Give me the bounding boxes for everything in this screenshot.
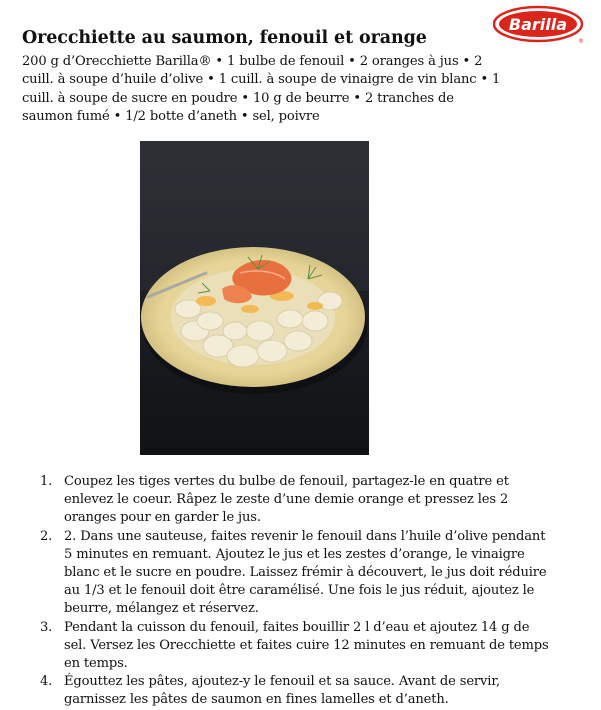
step-number: 4. xyxy=(40,674,53,690)
step-number: 2. xyxy=(40,528,53,544)
barilla-logo xyxy=(493,4,585,44)
steps-list xyxy=(40,473,550,710)
ingredients-list: 200 g d’Orecchiette Barilla® • 1 bulbe de fenouil • 2 oranges à jus • 2 cuill. à soupe d’huile d’olive • 1 cuill. à soupe de vinaigre de vin blanc • 1 cuill. à soupe de sucre en poudre • 10 g de beurre • 2 tranches de saumon fumé • 1/2 botte d’aneth • sel, poivre xyxy=(22,54,501,124)
step-item-1 xyxy=(40,473,550,528)
step-number: 3. xyxy=(40,619,53,635)
step-item-4 xyxy=(40,673,550,709)
step-number: 1. xyxy=(40,474,53,489)
step-item-3 xyxy=(40,619,550,674)
step-item-2 xyxy=(40,528,550,619)
recipe-title: Orecchiette au saumon, fenouil et orange xyxy=(22,28,427,48)
logo-text: Barilla xyxy=(508,15,568,34)
logo-registered-mark: ® xyxy=(578,38,584,44)
step-text: Égouttez les pâtes, ajoutez-y le fenouil et sa sauce. Avant de servir, garnissez les pâtes de saumon en fines lamelles et d’aneth. xyxy=(64,674,501,708)
step-text: 2. Dans une sauteuse, faites revenir le fenouil dans l’huile d’olive pendant 5 minutes en remuant. Ajoutez le jus et les zestes d’orange, le vinaigre blanc et le sucre en poudre. Laissez frémir à découvert, le jus doit réduire au 1/3 et le fenouil doit être caramélisé. Une fois le jus réduit, ajoutez le beurre, mélangez et réservez. xyxy=(64,528,547,617)
step-text: Pendant la cuisson du fenouil, faites bouillir 2 l d’eau et ajoutez 14 g de sel. Versez les Orecchiette et faites cuire 12 minutes en remuant de temps en temps. xyxy=(64,619,549,672)
dish-photo xyxy=(140,141,369,455)
step-text: Coupez les tiges vertes du bulbe de fenouil, partagez-le en quatre et enlevez le coeur. Râpez le zeste d’une demie orange et pressez les 2 oranges pour en garder le jus. xyxy=(64,474,509,526)
